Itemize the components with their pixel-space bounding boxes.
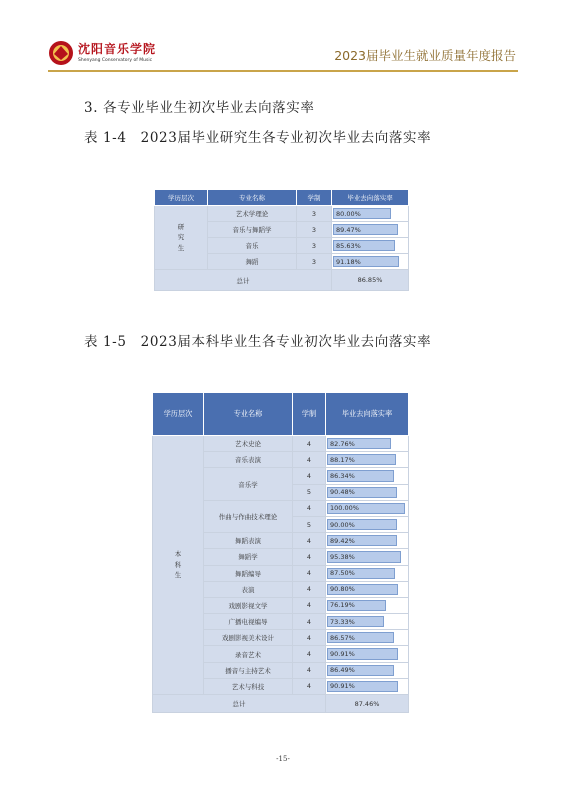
years-cell: 4: [293, 646, 326, 662]
col-header-years: 学制: [293, 393, 326, 436]
section-heading: 3. 各专业毕业生初次毕业去向落实率: [84, 100, 315, 116]
rate-cell: [326, 468, 409, 484]
level-char: 本: [174, 550, 182, 559]
total-label: 总计: [153, 695, 326, 713]
table-row: [155, 206, 409, 222]
rate-value: 90.00%: [330, 520, 355, 529]
major-cell: 舞蹈编导: [204, 565, 293, 581]
rate-value: 87.50%: [330, 569, 355, 578]
rate-value: 90.80%: [330, 585, 355, 594]
rate-cell: [332, 238, 409, 254]
rate-value: 86.49%: [330, 666, 355, 675]
level-char: 究: [177, 233, 185, 242]
school-logo: [48, 38, 188, 72]
major-cell: 音乐表演: [204, 452, 293, 468]
table-header-row: [155, 190, 409, 206]
years-cell: 4: [293, 500, 326, 516]
major-cell: 舞蹈学: [204, 549, 293, 565]
rate-value: 86.57%: [330, 633, 355, 642]
years-cell: 5: [293, 484, 326, 500]
rate-value: 90.91%: [330, 650, 355, 659]
level-char: 科: [174, 560, 182, 569]
col-header-rate: 毕业去向落实率: [332, 190, 409, 206]
rate-value: 88.17%: [330, 455, 355, 464]
rate-cell: [326, 533, 409, 549]
rate-cell: [332, 222, 409, 238]
rate-value: 89.47%: [336, 225, 361, 234]
total-rate: 87.46%: [326, 695, 409, 713]
major-cell: 戏剧影视美术设计: [204, 630, 293, 646]
school-emblem-icon: [48, 40, 74, 66]
major-cell: 艺术与科技: [204, 678, 293, 694]
major-cell: 舞蹈: [208, 254, 297, 270]
col-header-major: 专业名称: [204, 393, 293, 436]
page-number: -15-: [276, 755, 290, 763]
rate-cell: [326, 678, 409, 694]
years-cell: 4: [293, 630, 326, 646]
years-cell: 4: [293, 533, 326, 549]
major-cell: 广播电视编导: [204, 614, 293, 630]
major-cell: 音乐学: [204, 468, 293, 500]
years-cell: 3: [297, 206, 332, 222]
graduate-rate-table: [154, 189, 409, 291]
years-cell: 4: [293, 662, 326, 678]
rate-value: 90.91%: [330, 682, 355, 691]
years-cell: 4: [293, 549, 326, 565]
rate-value: 80.00%: [336, 209, 361, 218]
rate-cell: [326, 500, 409, 516]
rate-value: 89.42%: [330, 536, 355, 545]
col-header-level: 学历层次: [155, 190, 208, 206]
school-name-en: Shenyang Conservatory of Music: [78, 58, 153, 63]
rate-value: 73.33%: [330, 617, 355, 626]
table-header-row: [153, 393, 409, 436]
major-cell: 表演: [204, 581, 293, 597]
total-label: 总计: [155, 270, 332, 291]
total-row: [153, 695, 409, 713]
rate-value: 100.00%: [330, 504, 359, 513]
rate-cell: [326, 436, 409, 452]
major-cell: 戏剧影视文学: [204, 597, 293, 613]
major-cell: 音乐与舞蹈学: [208, 222, 297, 238]
table2-caption: 表 1-5 2023届本科毕业生各专业初次毕业去向落实率: [84, 334, 432, 350]
rate-value: 86.34%: [330, 471, 355, 480]
header-divider: [48, 70, 518, 72]
col-header-years: 学制: [297, 190, 332, 206]
rate-cell: [326, 630, 409, 646]
level-char: 生: [174, 571, 182, 580]
rate-value: 95.38%: [330, 552, 355, 561]
rate-cell: [332, 206, 409, 222]
major-cell: 播音与主持艺术: [204, 662, 293, 678]
rate-cell: [326, 549, 409, 565]
years-cell: 4: [293, 581, 326, 597]
level-cell: [155, 206, 208, 270]
rate-cell: [326, 484, 409, 500]
col-header-rate: 毕业去向落实率: [326, 393, 409, 436]
major-cell: 艺术学理论: [208, 206, 297, 222]
major-cell: 舞蹈表演: [204, 533, 293, 549]
table-row: [153, 436, 409, 452]
years-cell: 4: [293, 565, 326, 581]
report-title: 2023届毕业生就业质量年度报告: [334, 48, 516, 63]
level-char: 研: [177, 222, 185, 231]
major-cell: 音乐: [208, 238, 297, 254]
rate-cell: [326, 516, 409, 532]
school-name: 沈阳音乐学院: [78, 42, 157, 56]
major-cell: 作曲与作曲技术理论: [204, 500, 293, 532]
rate-cell: [326, 662, 409, 678]
rate-value: 85.63%: [336, 241, 361, 250]
total-row: [155, 270, 409, 291]
years-cell: 3: [297, 254, 332, 270]
years-cell: 5: [293, 516, 326, 532]
level-cell: [153, 436, 204, 695]
years-cell: 4: [293, 614, 326, 630]
col-header-major: 专业名称: [208, 190, 297, 206]
years-cell: 4: [293, 452, 326, 468]
years-cell: 4: [293, 597, 326, 613]
rate-cell: [326, 614, 409, 630]
undergrad-rate-table: [152, 392, 409, 713]
total-rate: 86.85%: [332, 270, 409, 291]
rate-cell: [332, 254, 409, 270]
major-cell: 录音艺术: [204, 646, 293, 662]
rate-cell: [326, 452, 409, 468]
col-header-level: 学历层次: [153, 393, 204, 436]
table1-caption: 表 1-4 2023届毕业研究生各专业初次毕业去向落实率: [84, 130, 432, 146]
rate-cell: [326, 565, 409, 581]
rate-cell: [326, 646, 409, 662]
rate-value: 90.48%: [330, 488, 355, 497]
rate-value: 82.76%: [330, 439, 355, 448]
level-char: 生: [177, 243, 185, 252]
years-cell: 4: [293, 678, 326, 694]
years-cell: 3: [297, 238, 332, 254]
rate-value: 76.19%: [330, 601, 355, 610]
years-cell: 3: [297, 222, 332, 238]
years-cell: 4: [293, 436, 326, 452]
rate-cell: [326, 597, 409, 613]
rate-value: 91.18%: [336, 257, 361, 266]
rate-cell: [326, 581, 409, 597]
years-cell: 4: [293, 468, 326, 484]
major-cell: 艺术史论: [204, 436, 293, 452]
level-label: [155, 222, 207, 253]
level-label: [153, 549, 203, 580]
